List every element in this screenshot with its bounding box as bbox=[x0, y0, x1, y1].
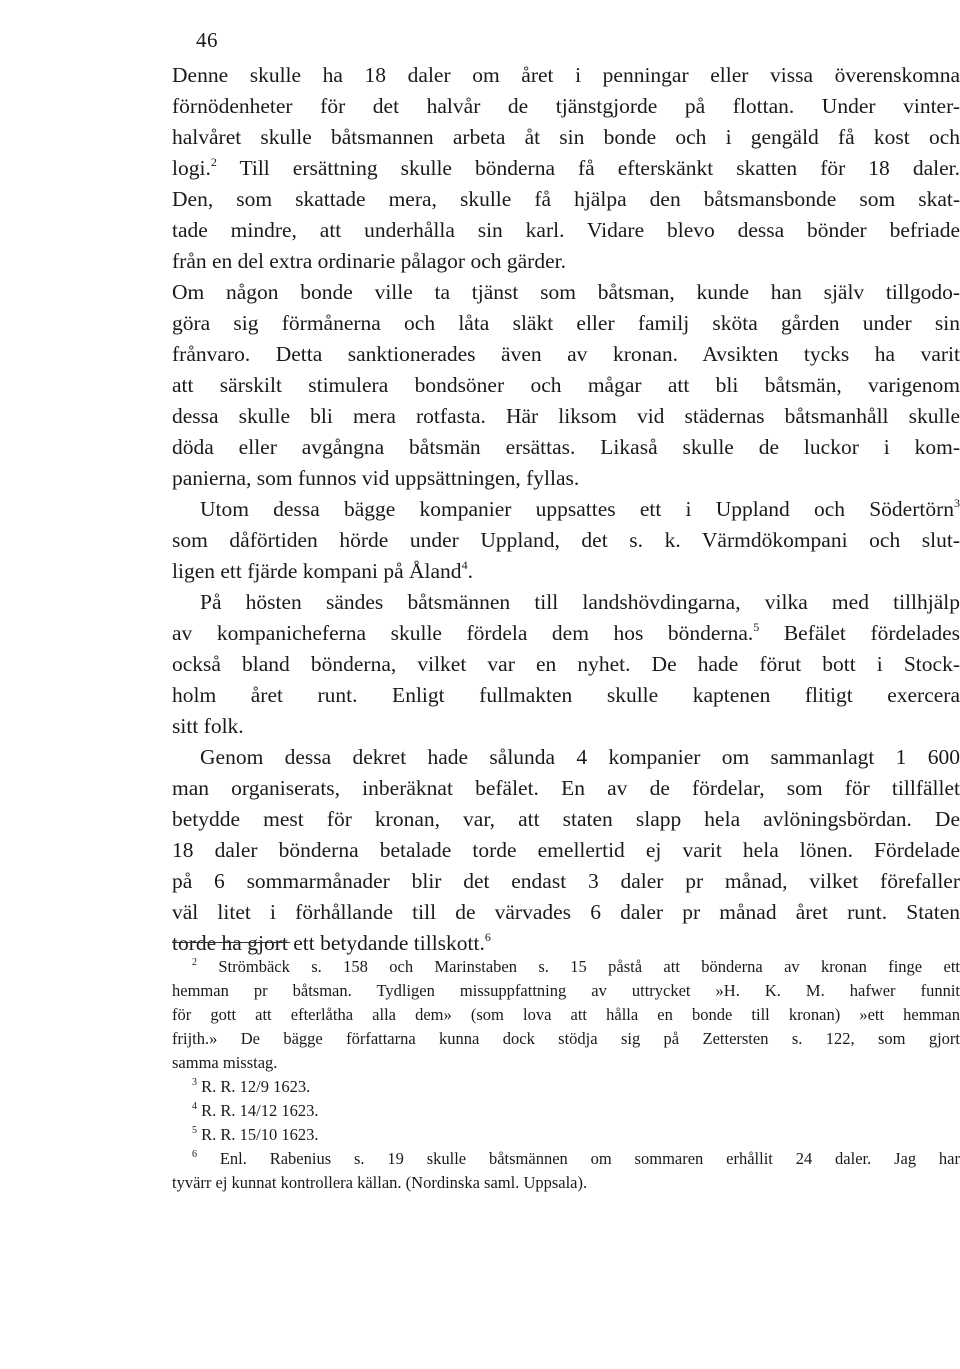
footnote-line bbox=[172, 1147, 960, 1171]
text-line bbox=[172, 556, 960, 587]
text-segment: . bbox=[467, 559, 473, 583]
text-line: halvåret skulle båtsmannen arbeta åt sin bonde och i gengäld få kost och bbox=[172, 125, 960, 149]
footnote-number: 4 bbox=[192, 1101, 197, 1112]
text-line: på 6 sommarmånader blir det endast 3 daler pr månad, vilket förefaller bbox=[172, 869, 960, 893]
text-line: betydde mest för kronan, var, att staten slapp hela avlöningsbördan. De bbox=[172, 807, 960, 831]
text-line: Den, som skattade mera, skulle få hjälpa den båtsmansbonde som skat- bbox=[172, 187, 960, 211]
footnote-number: 5 bbox=[192, 1125, 197, 1136]
footnote-line bbox=[172, 1099, 960, 1123]
text-segment: av kompanicheferna skulle fördela dem hos bönderna. bbox=[172, 621, 754, 645]
footnote-ref: 4 bbox=[461, 558, 468, 572]
footnote-number: 2 bbox=[192, 957, 197, 968]
text-line: förnödenheter för det halvår de tjänstgjorde på flottan. Under vinter- bbox=[172, 94, 960, 118]
text-segment: ligen ett fjärde kompani på Åland bbox=[172, 559, 462, 583]
paragraph-5 bbox=[172, 742, 960, 959]
footnote-ref: 2 bbox=[210, 155, 217, 169]
footnote-line: tyvärr ej kunnat kontrollera källan. (Nordinska saml. Uppsala). bbox=[172, 1173, 588, 1192]
footnote-line: samma misstag. bbox=[172, 1053, 278, 1072]
text-segment: Strömbäck s. 158 och Marinstaben s. 15 påstå att bönderna av kronan finge ett bbox=[197, 957, 960, 976]
text-segment: R. R. 14/12 1623. bbox=[197, 1101, 319, 1120]
footnote-number: 3 bbox=[192, 1077, 197, 1088]
text-line: väl litet i förhållande till de värvades 6 daler pr månad året runt. Staten bbox=[172, 900, 960, 924]
text-line: Denne skulle ha 18 daler om året i penningar eller vissa överenskomna bbox=[172, 63, 960, 87]
footnote-5 bbox=[172, 1123, 960, 1147]
text-line: från en del extra ordinarie pålagor och gärder. bbox=[172, 249, 566, 273]
footnote-ref: 3 bbox=[954, 496, 960, 510]
text-line: Genom dessa dekret hade sålunda 4 kompanier om sammanlagt 1 600 bbox=[200, 745, 960, 769]
text-line: göra sig förmånerna och låta släkt eller familj sköta gården under sin bbox=[172, 311, 960, 335]
text-line: panierna, som funnos vid uppsättningen, fyllas. bbox=[172, 466, 580, 490]
text-line: man organiserats, inberäknat befälet. En av de fördelar, som för tillfället bbox=[172, 776, 960, 800]
footnote-ref: 6 bbox=[484, 930, 491, 944]
main-text bbox=[172, 60, 960, 959]
text-line bbox=[172, 153, 960, 184]
text-line: döda eller avgångna båtsmän ersättas. Likaså skulle de luckor i kom- bbox=[172, 435, 960, 459]
footnote-4 bbox=[172, 1099, 960, 1123]
paragraph-2 bbox=[172, 277, 960, 494]
text-line: sitt folk. bbox=[172, 714, 244, 738]
text-segment: Till ersättning skulle bönderna få efterskänkt skatten för 18 daler. bbox=[216, 156, 960, 180]
paragraph-1 bbox=[172, 60, 960, 277]
text-line: också bland bönderna, vilket var en nyhet. De hade förut bott i Stock- bbox=[172, 652, 960, 676]
text-segment: Befälet fördelades bbox=[759, 621, 960, 645]
text-line bbox=[172, 618, 960, 649]
text-segment: torde ha gjort ett betydande tillskott. bbox=[172, 931, 485, 955]
text-segment: R. R. 15/10 1623. bbox=[197, 1125, 319, 1144]
text-line: Om någon bonde ville ta tjänst som båtsman, kunde han själv tillgodo- bbox=[172, 280, 960, 304]
footnote-2 bbox=[172, 955, 960, 1075]
paragraph-3 bbox=[172, 494, 960, 587]
text-segment: Enl. Rabenius s. 19 skulle båtsmännen om sommaren erhållit 24 daler. Jag har bbox=[197, 1149, 960, 1168]
footnote-6 bbox=[172, 1147, 960, 1195]
footnote-divider bbox=[172, 942, 290, 943]
footnote-line bbox=[172, 1123, 960, 1147]
text-line: tade mindre, att underhålla sin karl. Vidare blevo dessa bönder befriade bbox=[172, 218, 960, 242]
text-segment: Utom dessa bägge kompanier uppsattes ett i Uppland och Södertörn bbox=[200, 497, 954, 521]
text-segment: logi. bbox=[172, 156, 211, 180]
text-line: frånvaro. Detta sanktionerades även av kronan. Avsikten tycks ha varit bbox=[172, 342, 960, 366]
footnote-number: 6 bbox=[192, 1149, 197, 1160]
page-number: 46 bbox=[196, 28, 218, 52]
footnotes bbox=[172, 955, 960, 1195]
footnote-line bbox=[172, 955, 960, 979]
paragraph-4 bbox=[172, 587, 960, 742]
text-line bbox=[172, 494, 960, 525]
text-line: att särskilt stimulera bondsöner och mågar att bli båtsmän, varigenom bbox=[172, 373, 960, 397]
footnote-line bbox=[172, 1075, 960, 1099]
footnote-line: för gott att efterlåtha alla dem» (som lova att hålla en bonde till kronan) »ett hemman bbox=[172, 1005, 960, 1024]
text-line: På hösten sändes båtsmännen till landshövdingarna, vilka med tillhjälp bbox=[200, 590, 960, 614]
footnote-3 bbox=[172, 1075, 960, 1099]
text-line: 18 daler bönderna betalade torde emellertid ej varit hela lönen. Fördelade bbox=[172, 838, 960, 862]
text-segment: R. R. 12/9 1623. bbox=[197, 1077, 311, 1096]
footnote-ref: 5 bbox=[753, 620, 760, 634]
text-line: holm året runt. Enligt fullmakten skulle kaptenen flitigt exercera bbox=[172, 683, 960, 707]
text-line: som dåförtiden hörde under Uppland, det s. k. Värmdökompani och slut- bbox=[172, 528, 960, 552]
footnote-line: frijth.» De bägge författarna kunna dock stödja sig på Zettersten s. 122, som gjort bbox=[172, 1029, 960, 1048]
footnote-line: hemman pr båtsman. Tydligen missuppfattning av uttrycket »H. K. M. hafwer funnit bbox=[172, 981, 960, 1000]
text-line: dessa skulle bli mera rotfasta. Här liksom vid städernas båtsmanhåll skulle bbox=[172, 404, 960, 428]
